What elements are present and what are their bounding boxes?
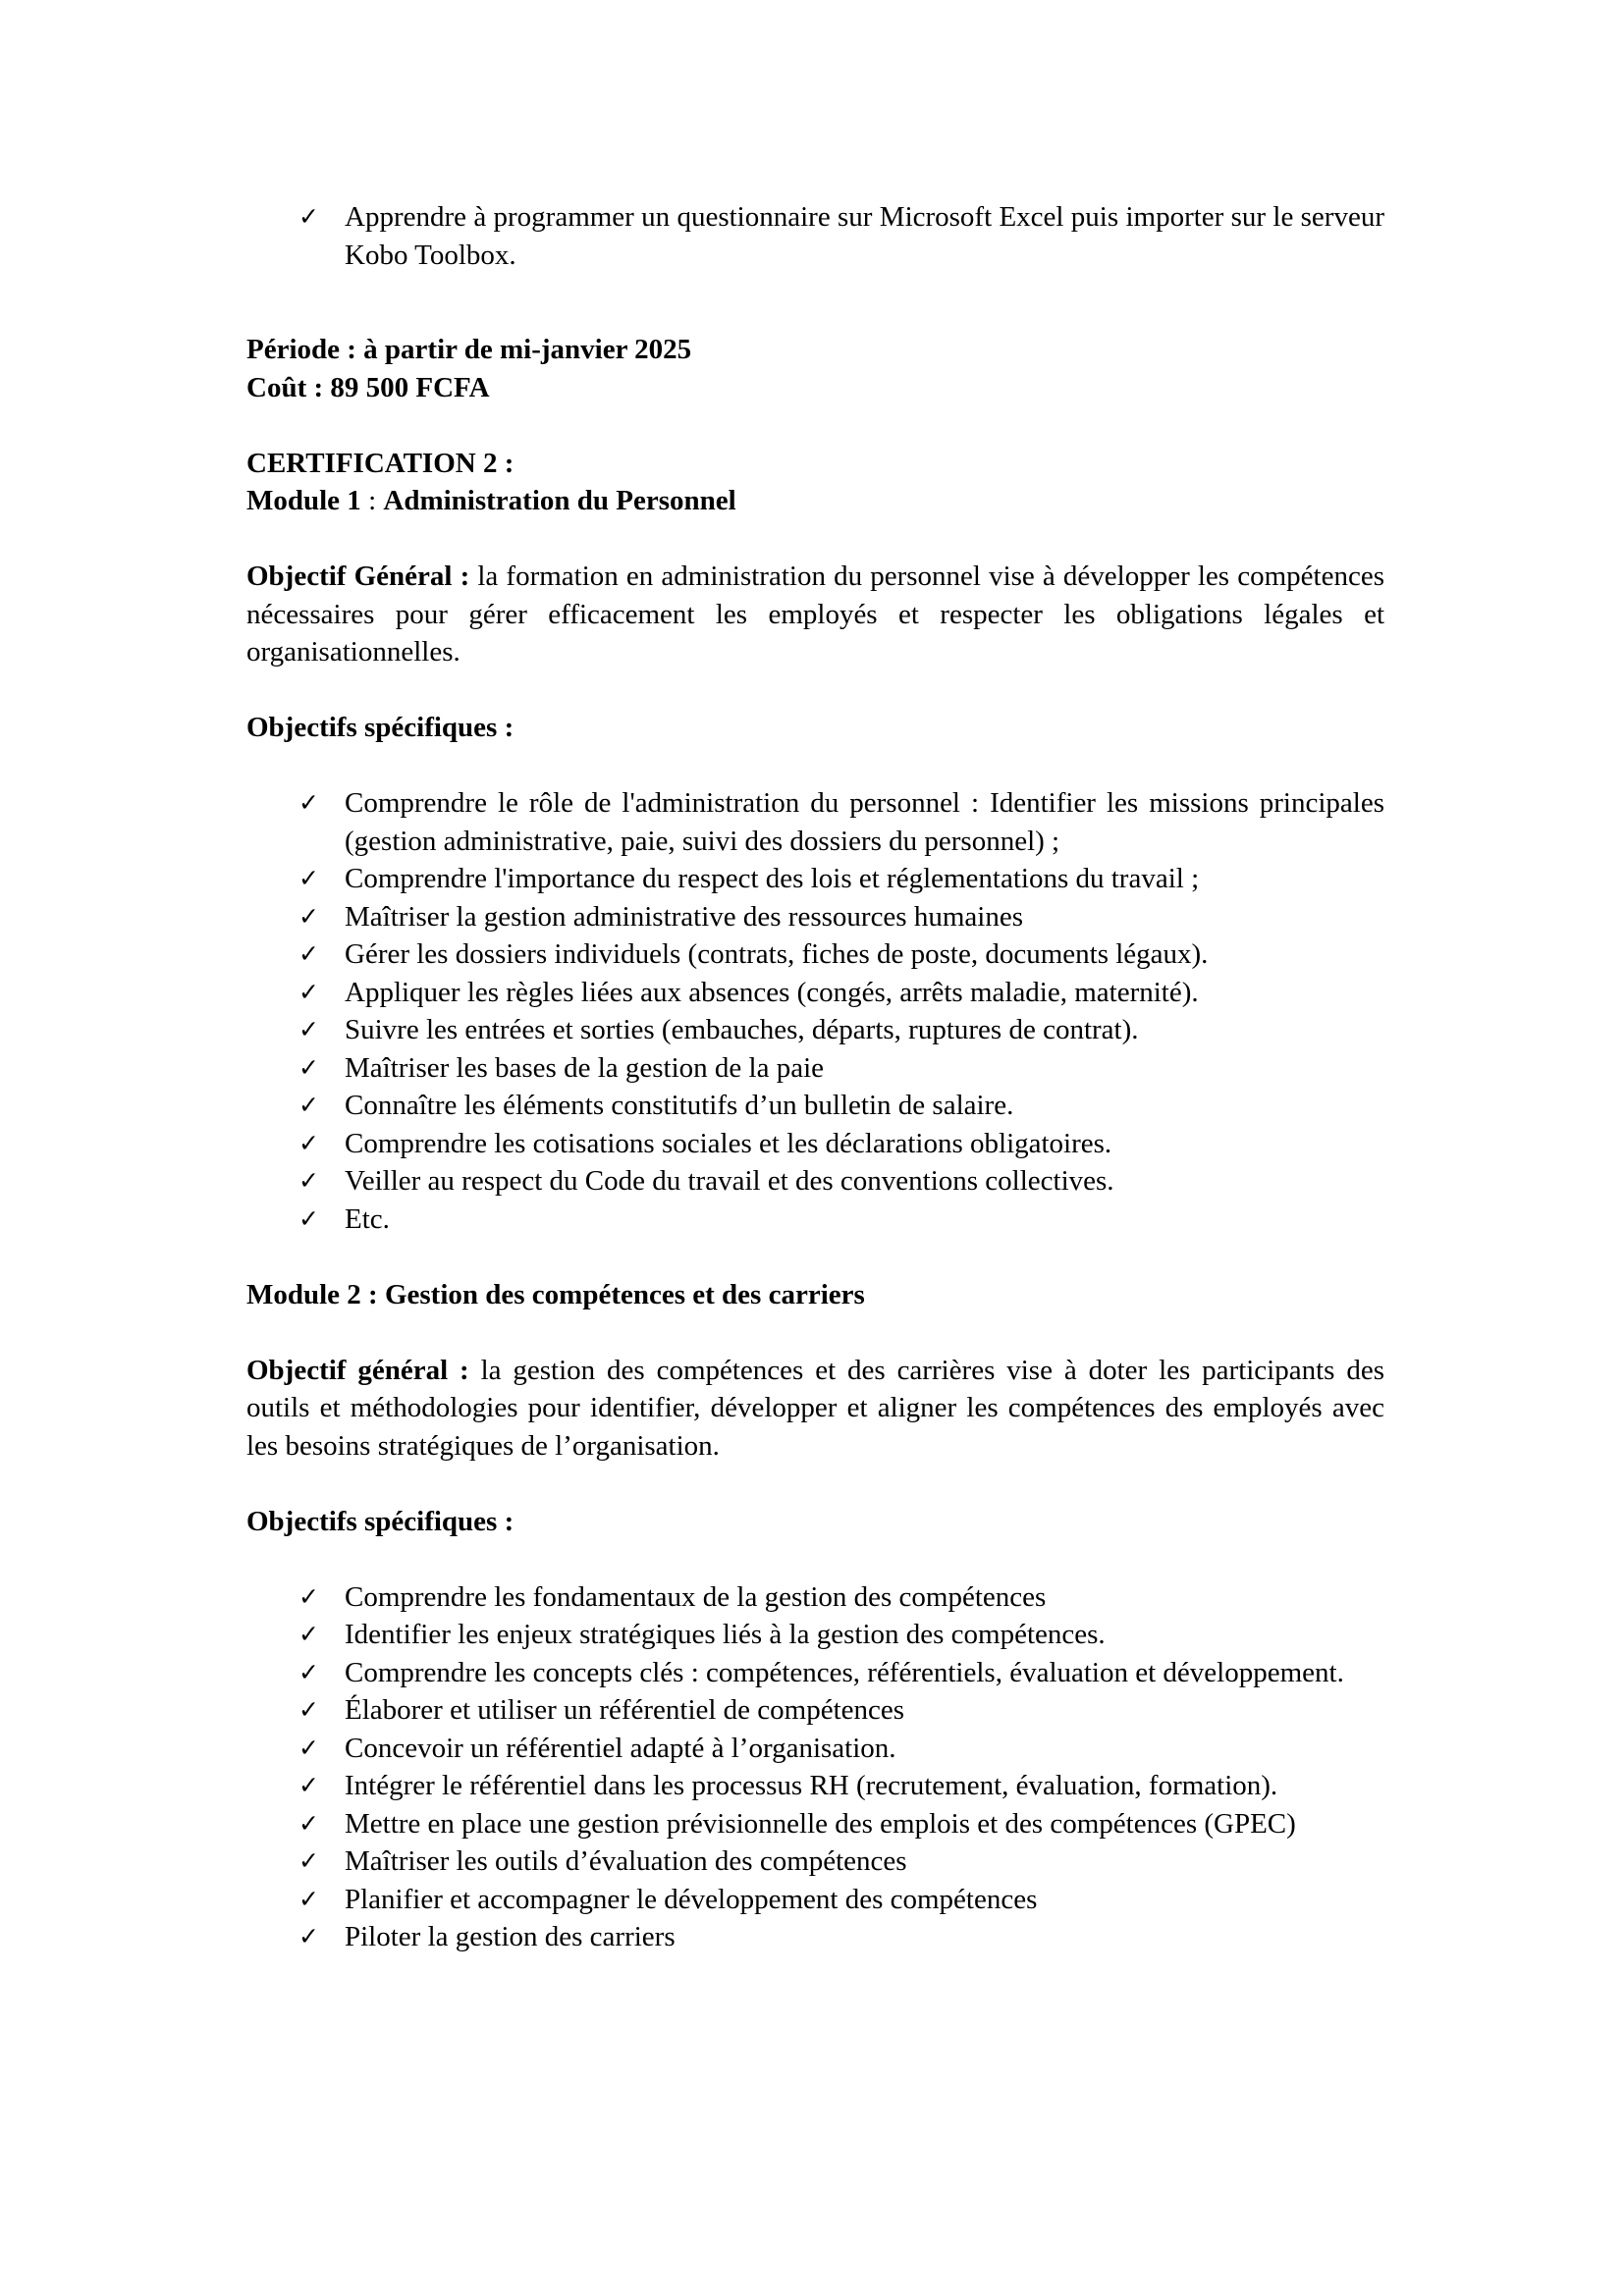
- objectif-general-text: la gestion des compétences et des carrières vise à doter les participants des outils et méthodologies pour identifier, développer et aligner les compétences des employés avec les besoins stratégiques de l’organisation.: [246, 1354, 1384, 1462]
- checkmark-icon: ✓: [298, 1128, 319, 1157]
- list-item: [246, 1730, 1384, 1768]
- list-item-text: Planifier et accompagner le développement des compétences: [345, 1883, 1038, 1915]
- list-item-text: Etc.: [345, 1202, 390, 1235]
- list-item: [246, 1918, 1384, 1956]
- list-item: [246, 1805, 1384, 1843]
- checkmark-icon: ✓: [298, 864, 319, 892]
- list-item-text: Gérer les dossiers individuels (contrats, fiches de poste, documents légaux).: [345, 938, 1209, 970]
- checkmark-icon: ✓: [298, 977, 319, 1006]
- checkmark-icon: ✓: [298, 901, 319, 931]
- list-item: [246, 1578, 1384, 1617]
- periode-line: Période : à partir de mi-janvier 2025: [246, 334, 692, 365]
- objectif-general-label: Objectif général :: [246, 1354, 469, 1386]
- checkmark-icon: ✓: [298, 1015, 319, 1043]
- list-item: [246, 1616, 1384, 1654]
- module2-heading: Module 2 : Gestion des compétences et des carriers: [246, 1278, 865, 1310]
- list-item: [246, 1881, 1384, 1919]
- list-item-text: Maîtriser les bases de la gestion de la paie: [345, 1051, 825, 1084]
- list-item: [246, 784, 1384, 860]
- list-item: [246, 1049, 1384, 1088]
- checkmark-icon: ✓: [298, 1166, 319, 1195]
- checkmark-icon: ✓: [298, 1771, 319, 1799]
- checkmark-icon: ✓: [298, 939, 319, 968]
- checkmark-icon: ✓: [298, 202, 319, 231]
- module1-sep: :: [360, 485, 384, 516]
- checkmark-icon: ✓: [298, 1091, 319, 1119]
- checkmark-icon: ✓: [298, 1733, 319, 1762]
- list-item-text: Maîtriser la gestion administrative des ressources humaines: [345, 900, 1023, 933]
- list-item: [246, 1654, 1384, 1692]
- module1-heading: [246, 482, 1384, 520]
- list-item-text: Élaborer et utiliser un référentiel de compétences: [345, 1694, 905, 1726]
- intro-checklist: [246, 198, 1384, 274]
- module1-prefix: Module 1: [246, 485, 361, 516]
- list-item: [246, 1125, 1384, 1163]
- checkmark-icon: ✓: [298, 1922, 319, 1950]
- list-item-text: Comprendre les fondamentaux de la gestion des compétences: [345, 1580, 1047, 1613]
- list-item-text: Connaître les éléments constitutifs d’un bulletin de salaire.: [345, 1090, 1014, 1121]
- list-item-text: Suivre les entrées et sorties (embauches, départs, ruptures de contrat).: [345, 1014, 1139, 1045]
- module1-objectif-general: [246, 558, 1384, 671]
- list-item: [246, 1011, 1384, 1049]
- list-item-text: Concevoir un référentiel adapté à l’organisation.: [345, 1732, 896, 1764]
- module1-title: Administration du Personnel: [383, 485, 736, 516]
- list-item-text: Apprendre à programmer un questionnaire sur Microsoft Excel puis importer sur le serveur Kobo Toolbox.: [345, 201, 1384, 271]
- list-item-text: Comprendre les cotisations sociales et les déclarations obligatoires.: [345, 1127, 1112, 1159]
- module2-specifiques-label: Objectifs spécifiques :: [246, 1505, 514, 1537]
- objectif-general-text: la formation en administration du personnel vise à développer les compétences nécessaires pour gérer efficacement les employés et respecter les obligations légales et organisationnelles.: [246, 561, 1384, 667]
- checkmark-icon: ✓: [298, 1581, 319, 1611]
- list-item: [246, 935, 1384, 974]
- checkmark-icon: ✓: [298, 1808, 319, 1838]
- list-item: [246, 198, 1384, 274]
- document-page: [246, 198, 1384, 1956]
- list-item-text: Identifier les enjeux stratégiques liés à la gestion des compétences.: [345, 1619, 1106, 1650]
- list-item-text: Comprendre les concepts clés : compétences, référentiels, évaluation et développement.: [345, 1656, 1344, 1688]
- module2-checklist: [246, 1578, 1384, 1956]
- cout-line: Coût : 89 500 FCFA: [246, 371, 490, 403]
- list-item-text: Maîtriser les outils d’évaluation des compétences: [345, 1845, 907, 1877]
- checkmark-icon: ✓: [298, 1695, 319, 1724]
- list-item: [246, 860, 1384, 898]
- list-item-text: Comprendre l'importance du respect des lois et réglementations du travail ;: [345, 863, 1200, 894]
- objectif-general-label: Objectif Général :: [246, 561, 470, 592]
- list-item-text: Appliquer les règles liées aux absences (congés, arrêts maladie, maternité).: [345, 976, 1199, 1008]
- list-item-text: Intégrer le référentiel dans les processus RH (recrutement, évaluation, formation).: [345, 1770, 1278, 1801]
- list-item: [246, 1087, 1384, 1125]
- list-item: [246, 898, 1384, 936]
- module1-specifiques-label: Objectifs spécifiques :: [246, 712, 514, 743]
- checkmark-icon: ✓: [298, 1846, 319, 1875]
- checkmark-icon: ✓: [298, 1203, 319, 1233]
- list-item-text: Veiller au respect du Code du travail et des conventions collectives.: [345, 1165, 1114, 1197]
- list-item: [246, 1201, 1384, 1239]
- list-item: [246, 1842, 1384, 1881]
- module1-checklist: [246, 784, 1384, 1238]
- module2-objectif-general: [246, 1352, 1384, 1466]
- list-item: [246, 1767, 1384, 1805]
- list-item: [246, 974, 1384, 1012]
- checkmark-icon: ✓: [298, 788, 319, 817]
- checkmark-icon: ✓: [298, 1657, 319, 1686]
- checkmark-icon: ✓: [298, 1620, 319, 1648]
- list-item-text: Piloter la gestion des carriers: [345, 1921, 676, 1952]
- list-item: [246, 1691, 1384, 1730]
- checkmark-icon: ✓: [298, 1052, 319, 1082]
- list-item: [246, 1162, 1384, 1201]
- list-item-text: Comprendre le rôle de l'administration du personnel : Identifier les missions principales (gestion administrative, paie, suivi des dossiers du personnel) ;: [345, 787, 1384, 857]
- checkmark-icon: ✓: [298, 1884, 319, 1913]
- certification-title: CERTIFICATION 2 :: [246, 447, 514, 479]
- list-item-text: Mettre en place une gestion prévisionnelle des emplois et des compétences (GPEC): [345, 1807, 1296, 1840]
